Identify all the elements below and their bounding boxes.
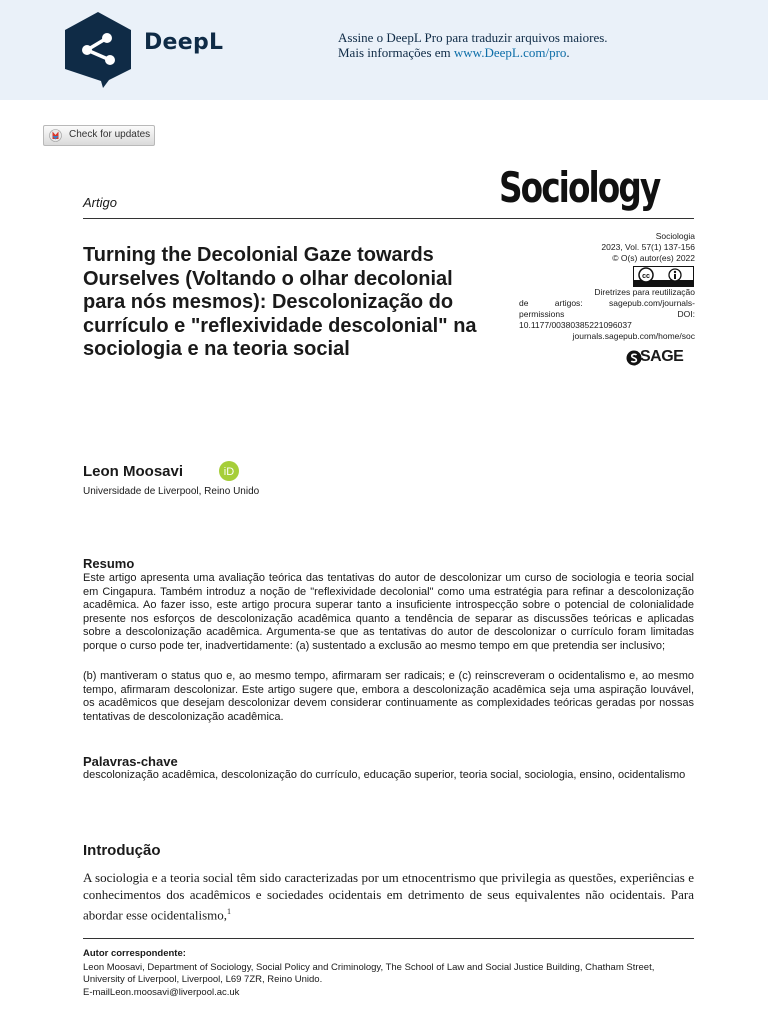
orcid-label: iD [223,466,235,478]
footer-divider [83,938,694,939]
corresponding-author-email[interactable]: E-mailLeon.moosavi@liverpool.ac.uk [83,986,240,998]
banner-line-2 [338,45,608,60]
deepl-logo-icon[interactable] [63,12,133,88]
sage-publisher-logo [626,348,696,368]
corresponding-author-details [83,962,694,999]
intro-heading: Introdução [83,842,161,859]
banner-line-1: Assine o DeepL Pro para traduzir arquivos maiores. [338,30,608,45]
meta-reuse-line-1: Diretrizes para reutilização [594,287,695,298]
article-type: Artigo [83,195,117,210]
intro-text: A sociologia e a teoria social têm sido caracterizadas por um etnocentrismo que privilegia as questões, experiências e conhecimentos dos acadêmicos e sociedades ocidentais em detrimento de seus equivalentes não ocidentais. Para abordar esse ocidentalismo, [83,870,694,923]
crossmark-icon [49,129,62,142]
deepl-brand-name: DeepL [144,30,224,55]
meta-reuse-line-3: permissions DOI: [519,308,695,319]
journal-logo: Sociology [499,163,660,212]
footnote-ref[interactable]: 1 [227,907,232,917]
orcid-icon[interactable] [219,461,239,481]
author-affiliation: Universidade de Liverpool, Reino Unido [83,486,260,497]
author-name: Leon Moosavi [83,463,184,480]
meta-reuse-line-2: de artigos: sagepub.com/journals- [519,298,695,309]
keywords-list: descolonização acadêmica, descolonização do currículo, educação superior, teoria social, sociologia, ensino, ocidentalismo [83,769,686,781]
meta-copyright: © O(s) autor(es) 2022 [612,252,695,263]
meta-volume: 2023, Vol. 57(1) 137-156 [601,241,695,252]
abstract-heading: Resumo [83,556,135,571]
check-for-updates-button[interactable] [43,125,155,146]
deepl-banner [0,0,768,100]
svg-text:cc: cc [642,273,650,280]
check-for-updates-label: Check for updates [69,129,151,140]
deepl-pro-link[interactable]: www.DeepL.com/pro [453,45,567,60]
meta-doi[interactable]: 10.1177/00380385221096037 [519,319,632,330]
sage-wordmark: SAGE [640,348,684,365]
meta-journal-url[interactable]: journals.sagepub.com/home/soc [572,330,695,341]
meta-journal-name: Sociologia [655,231,695,241]
intro-paragraph [83,869,694,924]
abstract-paragraph-2: (b) mantiveram o status quo e, ao mesmo tempo, afirmaram ser radicais; e (c) reinscreveram o ocidentalismo e, ao mesmo tempo, afirmaram descolonizar. Este artigo sugere que, embora a descolonização acadêmica seja uma aspiração louvável, os acadêmicos que desejam descolonizar devem considerar continuamente as complexidades teóricas geradas por nossas tentativas de descolonização acadêmica. [83,670,694,723]
corresponding-author-address: Leon Moosavi, Department of Sociology, Social Policy and Criminology, The School of Law and Social Justice Building, Chatham Street, University of Liverpool, Liverpool, L69 7ZR, Reino Unido. [83,962,655,986]
creative-commons-license-icon[interactable] [633,266,694,287]
keywords-heading: Palavras-chave [83,754,178,769]
article-title: Turning the Decolonial Gaze towards Ourselves (Voltando o olhar decolonial para nós mesmos): Descolonização do currículo e "reflexividade descolonial" na sociologia e na teoria social [83,244,477,360]
abstract-paragraph-1: Este artigo apresenta uma avaliação teórica das tentativas do autor de descolonizar um curso de sociologia e teoria social em Cingapura. Também introduz a noção de "reflexividade decolonial" como uma estratégia para refinar a descolonização acadêmica. Ao fazer isso, este artigo procura superar tanto a insuficiente introspecção sobre o potencial de colonialidade presente nos esforços de descolonização acadêmica quanto a tendência de separar as discussões teóricas e aplicadas sobre a descolonização acadêmica. Argumenta-se que as tentativas do autor de descolonizar o currículo foram limitadas porque o curso pode ter, inadvertidamente: (a) sustentado a exclusão ao mesmo tempo em que pretendia ser inclusivo; [83,572,694,652]
header-divider [83,218,694,219]
corresponding-author-heading: Autor correspondente: [83,948,186,959]
banner-line-2-suffix: . [566,45,570,60]
banner-line-2-prefix: Mais informações em [338,45,454,60]
banner-message [338,30,608,60]
